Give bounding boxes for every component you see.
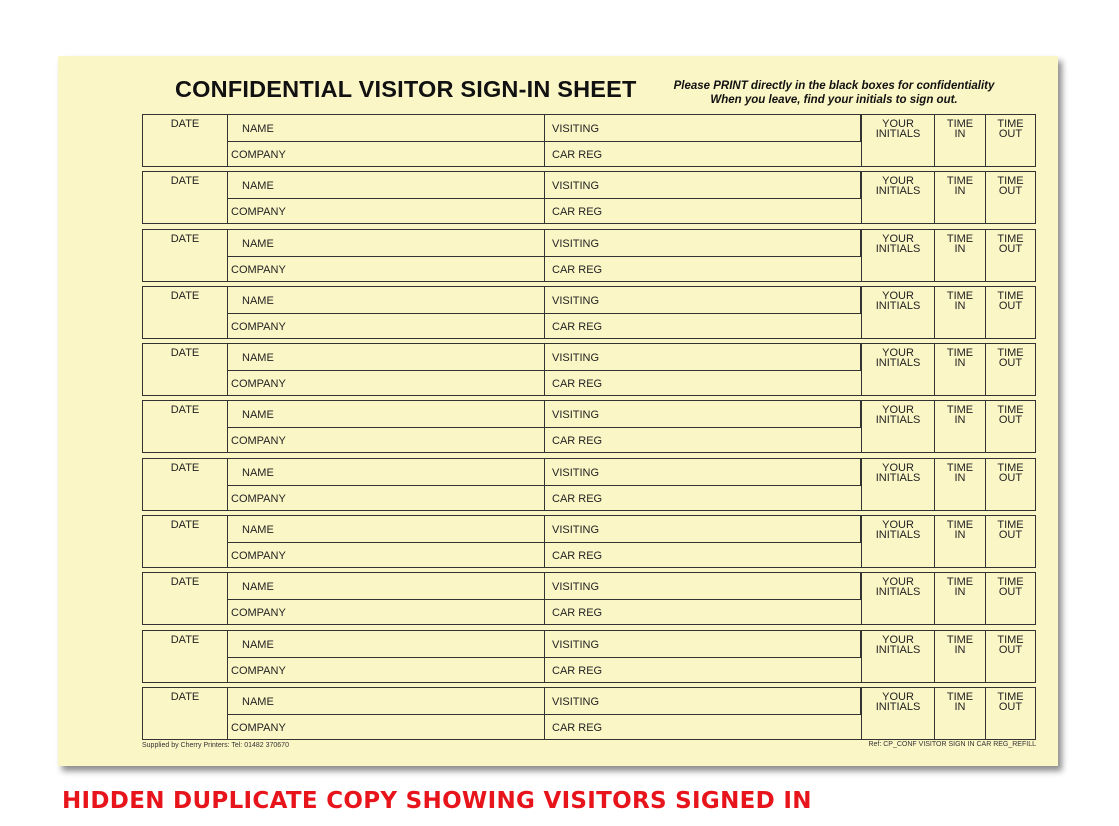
instructions (664, 79, 1004, 107)
car-reg-field[interactable] (545, 257, 861, 282)
time-in-label-1: TIME (946, 690, 974, 703)
initials-field[interactable] (861, 115, 935, 166)
visiting-field[interactable] (545, 688, 861, 715)
time-in-label-2: IN (954, 586, 966, 599)
sheet-title: CONFIDENTIAL VISITOR SIGN-IN SHEET (175, 76, 637, 102)
visitor-entry (142, 400, 1036, 453)
date-field[interactable] (143, 115, 228, 166)
name-label: NAME (242, 581, 274, 594)
date-label: DATE (170, 347, 200, 360)
company-label: COMPANY (231, 378, 286, 391)
time-in-label-1: TIME (946, 289, 974, 302)
time-out-label-1: TIME (997, 633, 1024, 646)
initials-field[interactable] (861, 172, 935, 223)
initials-label-1: YOUR (882, 404, 914, 417)
company-field[interactable] (228, 314, 545, 339)
initials-field[interactable] (861, 344, 935, 395)
time-in-field[interactable] (935, 459, 986, 510)
visitor-entry (142, 458, 1036, 511)
visiting-field[interactable] (545, 516, 861, 543)
initials-label-1: YOUR (882, 576, 914, 589)
name-field[interactable] (228, 230, 545, 257)
car-reg-field[interactable] (545, 543, 861, 568)
car-reg-field[interactable] (545, 715, 861, 740)
visiting-label: VISITING (552, 237, 600, 250)
date-label: DATE (170, 289, 200, 302)
initials-label-2: INITIALS (875, 529, 921, 542)
visiting-label: VISITING (552, 695, 600, 708)
time-in-field[interactable] (935, 688, 986, 739)
visiting-field[interactable] (545, 459, 861, 486)
time-in-label-2: IN (954, 357, 966, 370)
company-label: COMPANY (231, 492, 286, 505)
name-field[interactable] (228, 115, 545, 142)
time-out-field[interactable] (986, 344, 1035, 395)
time-in-label-2: IN (954, 529, 966, 542)
time-out-label-1: TIME (997, 347, 1024, 360)
company-label: COMPANY (231, 149, 286, 161)
time-in-field[interactable] (935, 631, 986, 682)
time-out-label-1: TIME (997, 118, 1024, 130)
name-field[interactable] (228, 287, 545, 314)
time-in-label-1: TIME (946, 576, 974, 589)
name-field[interactable] (228, 172, 545, 199)
time-out-label-2: OUT (998, 700, 1023, 713)
initials-label-2: INITIALS (875, 643, 921, 656)
company-field[interactable] (228, 257, 545, 282)
time-out-label-1: TIME (997, 232, 1024, 245)
time-out-field[interactable] (986, 172, 1035, 223)
initials-label-2: INITIALS (875, 471, 921, 484)
name-label: NAME (242, 638, 274, 651)
initials-label-2: INITIALS (875, 242, 921, 255)
time-in-field[interactable] (935, 115, 986, 166)
name-field[interactable] (228, 516, 545, 543)
time-in-field[interactable] (935, 401, 986, 452)
visiting-label: VISITING (552, 409, 600, 422)
name-field[interactable] (228, 459, 545, 486)
car-reg-label: CAR REG (552, 435, 603, 448)
initials-label-1: YOUR (882, 519, 914, 532)
time-out-field[interactable] (986, 573, 1035, 624)
visiting-field[interactable] (545, 230, 861, 257)
visitor-entry (142, 229, 1036, 282)
date-label: DATE (170, 118, 200, 130)
visitor-entry (142, 286, 1036, 339)
date-label: DATE (170, 633, 200, 646)
company-field[interactable] (228, 428, 545, 453)
date-field[interactable] (143, 401, 228, 452)
time-out-field[interactable] (986, 631, 1035, 682)
car-reg-label: CAR REG (552, 378, 603, 391)
car-reg-label: CAR REG (552, 607, 603, 620)
time-out-field[interactable] (986, 287, 1035, 338)
initials-label-1: YOUR (882, 347, 914, 360)
visitor-entry (142, 343, 1036, 396)
initials-label-1: YOUR (882, 175, 914, 188)
name-label: NAME (242, 466, 274, 479)
time-out-label-2: OUT (998, 586, 1023, 599)
car-reg-field[interactable] (545, 658, 861, 683)
company-label: COMPANY (231, 721, 286, 734)
name-field[interactable] (228, 631, 545, 658)
time-out-label-2: OUT (998, 185, 1023, 198)
time-in-label-1: TIME (946, 461, 974, 474)
time-out-label-1: TIME (997, 289, 1024, 302)
company-field[interactable] (228, 142, 545, 167)
visitor-entry (142, 171, 1036, 224)
initials-label-1: YOUR (882, 118, 914, 130)
visiting-label: VISITING (552, 352, 600, 365)
time-in-label-1: TIME (946, 404, 974, 417)
visitor-entry (142, 687, 1036, 740)
date-field[interactable] (143, 573, 228, 624)
initials-label-2: INITIALS (875, 128, 921, 140)
car-reg-field[interactable] (545, 371, 861, 396)
date-label: DATE (170, 461, 200, 474)
visiting-field[interactable] (545, 401, 861, 428)
name-label: NAME (242, 237, 274, 250)
visiting-field[interactable] (545, 115, 861, 142)
initials-label-2: INITIALS (875, 700, 921, 713)
visiting-field[interactable] (545, 344, 861, 371)
initials-label-2: INITIALS (875, 185, 921, 198)
time-in-label-1: TIME (946, 118, 974, 130)
company-label: COMPANY (231, 320, 286, 333)
initials-label-1: YOUR (882, 690, 914, 703)
company-label: COMPANY (231, 206, 286, 219)
car-reg-field[interactable] (545, 142, 861, 167)
name-field[interactable] (228, 688, 545, 715)
car-reg-label: CAR REG (552, 206, 603, 219)
name-label: NAME (242, 180, 274, 193)
initials-field[interactable] (861, 230, 935, 281)
instruction-line-1: Please PRINT directly in the black boxes for confidentiality (673, 80, 995, 92)
car-reg-label: CAR REG (552, 664, 603, 677)
time-out-label-2: OUT (998, 529, 1023, 542)
car-reg-field[interactable] (545, 600, 861, 625)
company-field[interactable] (228, 543, 545, 568)
company-label: COMPANY (231, 435, 286, 448)
sign-in-sheet (58, 56, 1058, 766)
visitor-entry (142, 630, 1036, 683)
initials-label-1: YOUR (882, 461, 914, 474)
time-out-label-1: TIME (997, 175, 1024, 188)
date-label: DATE (170, 175, 200, 188)
time-in-label-1: TIME (946, 519, 974, 532)
time-out-field[interactable] (986, 459, 1035, 510)
company-label: COMPANY (231, 550, 286, 563)
name-label: NAME (242, 524, 274, 537)
visiting-field[interactable] (545, 287, 861, 314)
date-label: DATE (170, 519, 200, 532)
company-field[interactable] (228, 371, 545, 396)
car-reg-label: CAR REG (552, 492, 603, 505)
time-in-label-2: IN (954, 643, 966, 656)
initials-label-2: INITIALS (875, 586, 921, 599)
visiting-field[interactable] (545, 631, 861, 658)
initials-field[interactable] (861, 459, 935, 510)
visitor-entry (142, 515, 1036, 568)
time-out-field[interactable] (986, 516, 1035, 567)
time-out-label-2: OUT (998, 128, 1023, 140)
initials-label-2: INITIALS (875, 414, 921, 427)
initials-field[interactable] (861, 287, 935, 338)
visiting-label: VISITING (552, 180, 600, 193)
visiting-label: VISITING (552, 638, 600, 651)
car-reg-field[interactable] (545, 314, 861, 339)
date-label: DATE (170, 690, 200, 703)
date-label: DATE (170, 232, 200, 245)
visiting-label: VISITING (552, 524, 600, 537)
date-field[interactable] (143, 344, 228, 395)
car-reg-label: CAR REG (552, 149, 603, 161)
visiting-label: VISITING (552, 123, 600, 135)
time-out-field[interactable] (986, 688, 1035, 739)
car-reg-field[interactable] (545, 199, 861, 224)
visiting-label: VISITING (552, 581, 600, 594)
time-out-label-2: OUT (998, 414, 1023, 427)
name-label: NAME (242, 409, 274, 422)
time-in-label-2: IN (954, 471, 966, 484)
time-out-label-1: TIME (997, 519, 1024, 532)
company-field[interactable] (228, 486, 545, 511)
car-reg-field[interactable] (545, 428, 861, 453)
supplier-footer: Supplied by Cherry Printers: Tel: 01482 370670 (142, 742, 289, 749)
reference-footer: Ref: CP_CONF VISITOR SIGN IN CAR REG_REFILL (868, 741, 1036, 748)
visitor-entry (142, 572, 1036, 625)
company-field[interactable] (228, 658, 545, 683)
initials-field[interactable] (861, 573, 935, 624)
time-in-field[interactable] (935, 573, 986, 624)
time-in-field[interactable] (935, 516, 986, 567)
car-reg-label: CAR REG (552, 320, 603, 333)
date-field[interactable] (143, 516, 228, 567)
name-field[interactable] (228, 344, 545, 371)
time-out-label-2: OUT (998, 242, 1023, 255)
car-reg-label: CAR REG (552, 721, 603, 734)
initials-label-1: YOUR (882, 633, 914, 646)
car-reg-label: CAR REG (552, 550, 603, 563)
company-field[interactable] (228, 199, 545, 224)
name-field[interactable] (228, 573, 545, 600)
company-label: COMPANY (231, 607, 286, 620)
time-in-label-1: TIME (946, 633, 974, 646)
initials-label-1: YOUR (882, 289, 914, 302)
company-label: COMPANY (231, 664, 286, 677)
time-out-field[interactable] (986, 115, 1035, 166)
time-in-label-2: IN (954, 414, 966, 427)
date-field[interactable] (143, 230, 228, 281)
visitor-entry (142, 114, 1036, 167)
time-in-label-2: IN (954, 299, 966, 312)
time-in-label-2: IN (954, 700, 966, 713)
initials-field[interactable] (861, 516, 935, 567)
time-out-label-1: TIME (997, 690, 1024, 703)
time-in-label-2: IN (954, 242, 966, 255)
company-field[interactable] (228, 715, 545, 740)
time-out-label-1: TIME (997, 576, 1024, 589)
date-label: DATE (170, 576, 200, 589)
time-out-label-2: OUT (998, 643, 1023, 656)
initials-label-1: YOUR (882, 232, 914, 245)
date-field[interactable] (143, 172, 228, 223)
instruction-line-2: When you leave, find your initials to sign out. (710, 94, 958, 106)
name-label: NAME (242, 695, 274, 708)
time-in-field[interactable] (935, 344, 986, 395)
date-label: DATE (170, 404, 200, 417)
car-reg-field[interactable] (545, 486, 861, 511)
visiting-field[interactable] (545, 573, 861, 600)
initials-field[interactable] (861, 631, 935, 682)
initials-field[interactable] (861, 401, 935, 452)
time-out-label-2: OUT (998, 471, 1023, 484)
time-out-label-2: OUT (998, 357, 1023, 370)
time-out-label-1: TIME (997, 404, 1024, 417)
time-in-field[interactable] (935, 172, 986, 223)
visiting-label: VISITING (552, 294, 600, 307)
initials-label-2: INITIALS (875, 357, 921, 370)
time-in-field[interactable] (935, 287, 986, 338)
initials-field[interactable] (861, 688, 935, 739)
time-in-label-2: IN (954, 185, 966, 198)
time-in-field[interactable] (935, 230, 986, 281)
caption: HIDDEN DUPLICATE COPY SHOWING VISITORS SIGNED IN (62, 788, 812, 814)
name-field[interactable] (228, 401, 545, 428)
time-in-label-1: TIME (946, 347, 974, 360)
name-label: NAME (242, 294, 274, 307)
time-in-label-1: TIME (946, 175, 974, 188)
time-out-label-1: TIME (997, 461, 1024, 474)
date-field[interactable] (143, 631, 228, 682)
company-field[interactable] (228, 600, 545, 625)
date-field[interactable] (143, 287, 228, 338)
name-label: NAME (242, 123, 274, 135)
name-label: NAME (242, 352, 274, 365)
time-out-label-2: OUT (998, 299, 1023, 312)
time-in-label-1: TIME (946, 232, 974, 245)
visiting-label: VISITING (552, 466, 600, 479)
time-in-label-2: IN (954, 128, 966, 140)
initials-label-2: INITIALS (875, 299, 921, 312)
date-field[interactable] (143, 688, 228, 739)
visitor-entries (142, 114, 1036, 744)
car-reg-label: CAR REG (552, 263, 603, 276)
company-label: COMPANY (231, 263, 286, 276)
time-out-field[interactable] (986, 230, 1035, 281)
time-out-field[interactable] (986, 401, 1035, 452)
date-field[interactable] (143, 459, 228, 510)
visiting-field[interactable] (545, 172, 861, 199)
